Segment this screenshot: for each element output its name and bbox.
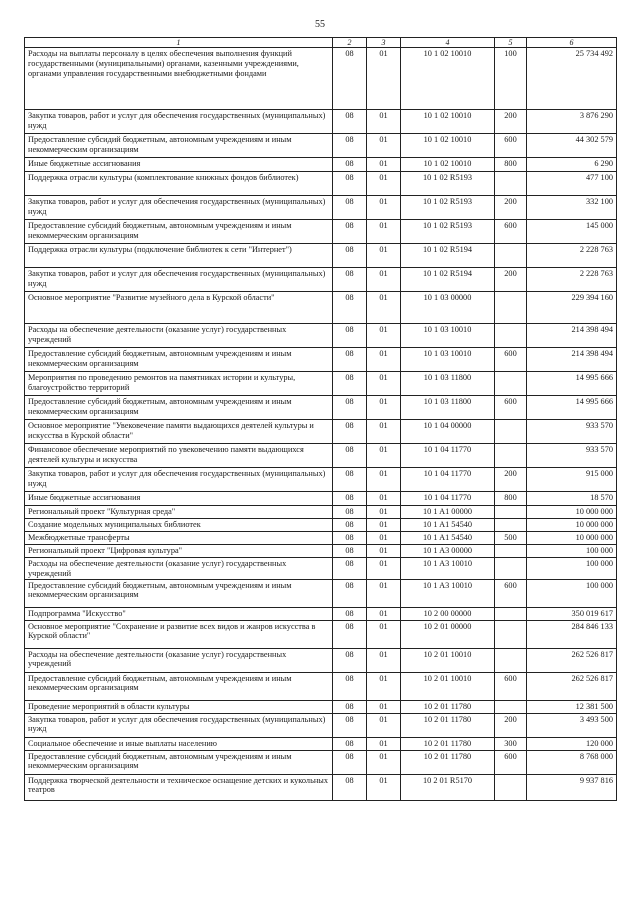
row-target-code-cell: 10 1 04 11770 [401,468,495,492]
row-chapter-cell: 08 [333,468,367,492]
row-chapter-cell: 08 [333,648,367,672]
row-subsection-cell: 01 [367,737,401,750]
row-expense-type-cell: 600 [495,579,527,607]
row-target-code-cell: 10 1 02 10010 [401,110,495,134]
table-row [25,648,617,672]
row-target-code-cell: 10 1 A1 54540 [401,532,495,545]
row-chapter-cell: 08 [333,532,367,545]
row-target-code-cell: 10 1 A3 00000 [401,545,495,558]
row-name-cell: Предоставление субсидий бюджетным, автономным учреждениям и иным некоммерческим организациям [25,396,333,420]
row-name-cell: Закупка товаров, работ и услуг для обеспечения государственных (муниципальных) нужд [25,713,333,737]
row-subsection-cell: 01 [367,172,401,196]
row-target-code-cell: 10 2 01 10010 [401,672,495,700]
row-target-code-cell: 10 1 04 00000 [401,420,495,444]
row-subsection-cell: 01 [367,774,401,800]
row-expense-type-cell [495,558,527,580]
row-target-code-cell: 10 1 A3 10010 [401,558,495,580]
row-target-code-cell: 10 2 01 00000 [401,620,495,648]
row-subsection-cell: 01 [367,420,401,444]
row-expense-type-cell: 200 [495,268,527,292]
row-expense-type-cell: 200 [495,468,527,492]
row-target-code-cell: 10 2 01 11780 [401,700,495,713]
header-cell: 4 [401,38,495,48]
row-name-cell: Основное мероприятие "Увековечение памяти выдающихся деятелей культуры и искусства в Курской области" [25,420,333,444]
row-name-cell: Расходы на выплаты персоналу в целях обеспечения выполнения функций государственными (муниципальными) органами, казенными учреждениями, органами управления государственными внебюджетными фондами [25,48,333,110]
header-cell: 2 [333,38,367,48]
table-row [25,750,617,774]
row-amount-cell: 100 000 [527,558,617,580]
row-expense-type-cell: 600 [495,134,527,158]
row-name-cell: Основное мероприятие "Развитие музейного дела в Курской области" [25,292,333,324]
row-target-code-cell: 10 2 01 R5170 [401,774,495,800]
row-name-cell: Социальное обеспечение и иные выплаты населению [25,737,333,750]
row-amount-cell: 262 526 817 [527,672,617,700]
row-name-cell: Предоставление субсидий бюджетным, автономным учреждениям и иным некоммерческим организациям [25,750,333,774]
row-subsection-cell: 01 [367,244,401,268]
row-chapter-cell: 08 [333,158,367,172]
row-chapter-cell: 08 [333,545,367,558]
row-amount-cell: 2 228 763 [527,268,617,292]
row-target-code-cell: 10 2 01 10010 [401,648,495,672]
row-amount-cell: 477 100 [527,172,617,196]
row-subsection-cell: 01 [367,713,401,737]
row-target-code-cell: 10 2 00 00000 [401,607,495,620]
row-chapter-cell: 08 [333,558,367,580]
row-amount-cell: 10 000 000 [527,506,617,519]
row-amount-cell: 25 734 492 [527,48,617,110]
header-cell: 3 [367,38,401,48]
row-chapter-cell: 08 [333,519,367,532]
row-expense-type-cell [495,506,527,519]
row-subsection-cell: 01 [367,268,401,292]
row-name-cell: Региональный проект "Цифровая культура" [25,545,333,558]
row-expense-type-cell [495,292,527,324]
table-row [25,737,617,750]
row-amount-cell: 12 381 500 [527,700,617,713]
row-target-code-cell: 10 1 02 10010 [401,158,495,172]
row-chapter-cell: 08 [333,444,367,468]
row-expense-type-cell: 200 [495,713,527,737]
row-name-cell: Иные бюджетные ассигнования [25,492,333,506]
row-expense-type-cell [495,172,527,196]
table-row [25,713,617,737]
table-row [25,420,617,444]
table-row [25,268,617,292]
row-subsection-cell: 01 [367,220,401,244]
row-target-code-cell: 10 1 02 R5193 [401,172,495,196]
row-name-cell: Закупка товаров, работ и услуг для обеспечения государственных (муниципальных) нужд [25,110,333,134]
row-amount-cell: 120 000 [527,737,617,750]
row-subsection-cell: 01 [367,48,401,110]
row-expense-type-cell: 200 [495,196,527,220]
row-expense-type-cell [495,774,527,800]
row-chapter-cell: 08 [333,620,367,648]
row-chapter-cell: 08 [333,268,367,292]
row-amount-cell: 9 937 816 [527,774,617,800]
row-chapter-cell: 08 [333,196,367,220]
row-amount-cell: 214 398 494 [527,324,617,348]
table-row [25,110,617,134]
table-row [25,396,617,420]
row-amount-cell: 350 019 617 [527,607,617,620]
row-expense-type-cell: 100 [495,48,527,110]
row-subsection-cell: 01 [367,558,401,580]
budget-table [24,37,617,801]
row-expense-type-cell [495,607,527,620]
table-row [25,620,617,648]
row-subsection-cell: 01 [367,545,401,558]
row-target-code-cell: 10 1 03 00000 [401,292,495,324]
row-subsection-cell: 01 [367,700,401,713]
row-amount-cell: 262 526 817 [527,648,617,672]
row-chapter-cell: 08 [333,750,367,774]
row-name-cell: Проведение мероприятий в области культуры [25,700,333,713]
row-name-cell: Создание модельных муниципальных библиотек [25,519,333,532]
row-subsection-cell: 01 [367,532,401,545]
row-subsection-cell: 01 [367,348,401,372]
row-subsection-cell: 01 [367,372,401,396]
row-subsection-cell: 01 [367,444,401,468]
row-amount-cell: 100 000 [527,579,617,607]
row-target-code-cell: 10 1 02 R5194 [401,244,495,268]
row-target-code-cell: 10 1 A1 54540 [401,519,495,532]
row-subsection-cell: 01 [367,134,401,158]
row-subsection-cell: 01 [367,620,401,648]
row-name-cell: Поддержка творческой деятельности и техническое оснащение детских и кукольных театров [25,774,333,800]
row-expense-type-cell: 200 [495,110,527,134]
table-row [25,292,617,324]
row-expense-type-cell [495,420,527,444]
row-name-cell: Расходы на обеспечение деятельности (оказание услуг) государственных учреждений [25,648,333,672]
row-subsection-cell: 01 [367,750,401,774]
row-expense-type-cell [495,648,527,672]
row-expense-type-cell: 600 [495,396,527,420]
header-cell: 1 [25,38,333,48]
row-amount-cell: 2 228 763 [527,244,617,268]
row-name-cell: Закупка товаров, работ и услуг для обеспечения государственных (муниципальных) нужд [25,196,333,220]
row-target-code-cell: 10 2 01 11780 [401,737,495,750]
row-target-code-cell: 10 1 02 10010 [401,134,495,158]
row-chapter-cell: 08 [333,244,367,268]
table-row [25,172,617,196]
row-subsection-cell: 01 [367,648,401,672]
row-amount-cell: 14 995 666 [527,396,617,420]
row-name-cell: Предоставление субсидий бюджетным, автономным учреждениям и иным некоммерческим организациям [25,134,333,158]
row-amount-cell: 284 846 133 [527,620,617,648]
row-chapter-cell: 08 [333,48,367,110]
row-name-cell: Расходы на обеспечение деятельности (оказание услуг) государственных учреждений [25,558,333,580]
row-target-code-cell: 10 1 02 R5193 [401,196,495,220]
row-chapter-cell: 08 [333,348,367,372]
row-chapter-cell: 08 [333,579,367,607]
row-amount-cell: 44 302 579 [527,134,617,158]
row-expense-type-cell [495,519,527,532]
row-subsection-cell: 01 [367,519,401,532]
row-name-cell: Иные бюджетные ассигнования [25,158,333,172]
table-row [25,372,617,396]
row-amount-cell: 18 570 [527,492,617,506]
table-row [25,700,617,713]
row-name-cell: Закупка товаров, работ и услуг для обеспечения государственных (муниципальных) нужд [25,268,333,292]
row-expense-type-cell [495,545,527,558]
row-name-cell: Расходы на обеспечение деятельности (оказание услуг) государственных учреждений [25,324,333,348]
row-amount-cell: 3 876 290 [527,110,617,134]
row-amount-cell: 145 000 [527,220,617,244]
row-name-cell: Поддержка отрасли культуры (комплектование книжных фондов библиотек) [25,172,333,196]
row-expense-type-cell: 300 [495,737,527,750]
row-amount-cell: 3 493 500 [527,713,617,737]
table-header-row [25,38,617,48]
row-chapter-cell: 08 [333,506,367,519]
table-row [25,579,617,607]
table-row [25,220,617,244]
row-chapter-cell: 08 [333,292,367,324]
row-chapter-cell: 08 [333,607,367,620]
row-amount-cell: 933 570 [527,420,617,444]
row-subsection-cell: 01 [367,506,401,519]
row-target-code-cell: 10 1 02 R5193 [401,220,495,244]
row-expense-type-cell [495,324,527,348]
row-subsection-cell: 01 [367,607,401,620]
row-expense-type-cell: 800 [495,492,527,506]
row-expense-type-cell [495,444,527,468]
row-subsection-cell: 01 [367,292,401,324]
table-row [25,158,617,172]
row-amount-cell: 8 768 000 [527,750,617,774]
row-chapter-cell: 08 [333,372,367,396]
table-row [25,774,617,800]
table-row [25,532,617,545]
row-target-code-cell: 10 1 03 11800 [401,372,495,396]
table-row [25,558,617,580]
header-cell: 5 [495,38,527,48]
row-amount-cell: 332 100 [527,196,617,220]
row-chapter-cell: 08 [333,492,367,506]
table-row [25,444,617,468]
row-target-code-cell: 10 1 04 11770 [401,492,495,506]
row-name-cell: Предоставление субсидий бюджетным, автономным учреждениям и иным некоммерческим организациям [25,672,333,700]
row-amount-cell: 214 398 494 [527,348,617,372]
row-target-code-cell: 10 2 01 11780 [401,713,495,737]
row-expense-type-cell [495,700,527,713]
row-amount-cell: 14 995 666 [527,372,617,396]
row-target-code-cell: 10 2 01 11780 [401,750,495,774]
row-expense-type-cell: 600 [495,348,527,372]
row-subsection-cell: 01 [367,492,401,506]
table-row [25,607,617,620]
row-amount-cell: 100 000 [527,545,617,558]
row-expense-type-cell: 600 [495,672,527,700]
table-row [25,134,617,158]
row-chapter-cell: 08 [333,324,367,348]
row-target-code-cell: 10 1 04 11770 [401,444,495,468]
row-name-cell: Подпрограмма "Искусство" [25,607,333,620]
row-expense-type-cell: 500 [495,532,527,545]
row-subsection-cell: 01 [367,579,401,607]
row-subsection-cell: 01 [367,672,401,700]
row-expense-type-cell: 600 [495,750,527,774]
row-amount-cell: 933 570 [527,444,617,468]
table-row [25,492,617,506]
table-row [25,672,617,700]
row-target-code-cell: 10 1 A1 00000 [401,506,495,519]
table-row [25,244,617,268]
row-expense-type-cell [495,620,527,648]
row-target-code-cell: 10 1 02 10010 [401,48,495,110]
table-row [25,196,617,220]
row-name-cell: Предоставление субсидий бюджетным, автономным учреждениям и иным некоммерческим организациям [25,579,333,607]
row-expense-type-cell: 600 [495,220,527,244]
row-chapter-cell: 08 [333,396,367,420]
page-number: 55 [315,19,325,30]
row-subsection-cell: 01 [367,110,401,134]
row-name-cell: Поддержка отрасли культуры (подключение библиотек к сети "Интернет") [25,244,333,268]
row-expense-type-cell: 800 [495,158,527,172]
row-name-cell: Закупка товаров, работ и услуг для обеспечения государственных (муниципальных) нужд [25,468,333,492]
row-target-code-cell: 10 1 03 10010 [401,348,495,372]
row-chapter-cell: 08 [333,672,367,700]
row-target-code-cell: 10 1 03 10010 [401,324,495,348]
row-chapter-cell: 08 [333,774,367,800]
header-cell: 6 [527,38,617,48]
row-subsection-cell: 01 [367,324,401,348]
row-amount-cell: 10 000 000 [527,532,617,545]
row-amount-cell: 10 000 000 [527,519,617,532]
row-amount-cell: 915 000 [527,468,617,492]
row-chapter-cell: 08 [333,220,367,244]
table-row [25,348,617,372]
row-target-code-cell: 10 1 A3 10010 [401,579,495,607]
table-row [25,324,617,348]
table-row [25,519,617,532]
row-amount-cell: 229 394 160 [527,292,617,324]
row-chapter-cell: 08 [333,737,367,750]
row-subsection-cell: 01 [367,396,401,420]
table-row [25,48,617,110]
row-expense-type-cell [495,244,527,268]
row-name-cell: Предоставление субсидий бюджетным, автономным учреждениям и иным некоммерческим организациям [25,348,333,372]
row-chapter-cell: 08 [333,110,367,134]
row-chapter-cell: 08 [333,172,367,196]
row-target-code-cell: 10 1 03 11800 [401,396,495,420]
table-row [25,506,617,519]
row-chapter-cell: 08 [333,700,367,713]
row-name-cell: Финансовое обеспечение мероприятий по увековечению памяти выдающихся деятелей культуры и искусства [25,444,333,468]
row-chapter-cell: 08 [333,420,367,444]
row-name-cell: Региональный проект "Культурная среда" [25,506,333,519]
row-name-cell: Предоставление субсидий бюджетным, автономным учреждениям и иным некоммерческим организациям [25,220,333,244]
row-subsection-cell: 01 [367,468,401,492]
row-amount-cell: 6 290 [527,158,617,172]
row-name-cell: Мероприятия по проведению ремонтов на памятниках истории и культуры, благоустройство территорий [25,372,333,396]
row-chapter-cell: 08 [333,134,367,158]
row-subsection-cell: 01 [367,196,401,220]
table-row [25,545,617,558]
row-subsection-cell: 01 [367,158,401,172]
row-name-cell: Основное мероприятие "Сохранение и развитие всех видов и жанров искусства в Курской области" [25,620,333,648]
row-chapter-cell: 08 [333,713,367,737]
table-row [25,468,617,492]
row-target-code-cell: 10 1 02 R5194 [401,268,495,292]
row-expense-type-cell [495,372,527,396]
row-name-cell: Межбюджетные трансферты [25,532,333,545]
